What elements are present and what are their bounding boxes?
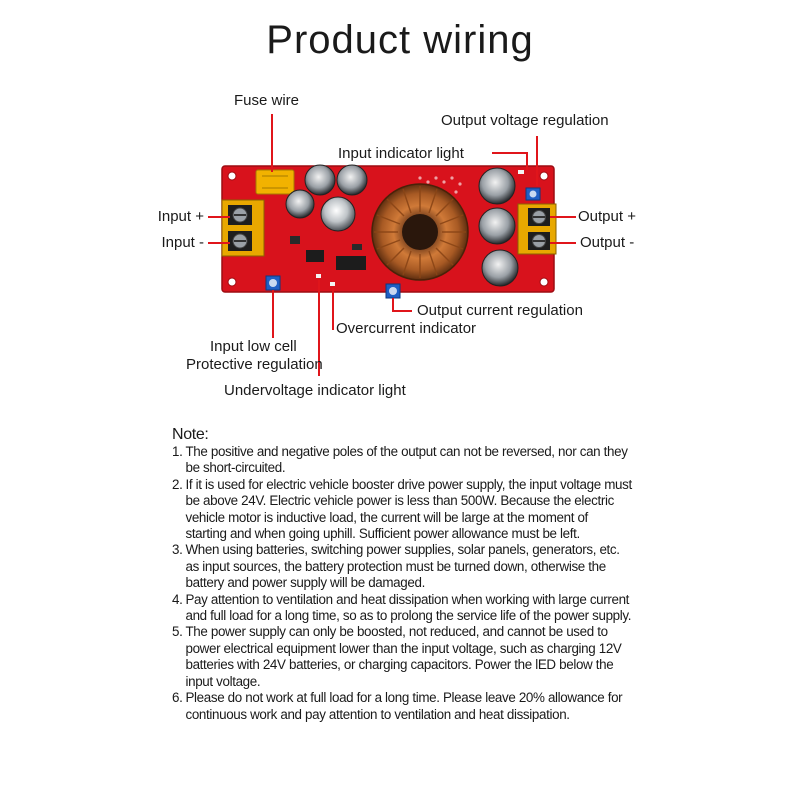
input-indicator-leader-h xyxy=(492,152,528,154)
label-input-low-cell: Input low cell xyxy=(210,338,297,355)
output-current-leader-h xyxy=(392,310,412,312)
overcurrent-leader xyxy=(332,288,334,330)
output-plus-leader xyxy=(550,216,576,218)
note-text: The power supply can only be boosted, not reduced, and cannot be used to power electrical equipment lower than the input voltage, such as charging 12V batteries with 24V batteries, or charging capacitors. Power the lED below the input voltage. xyxy=(185,624,622,689)
note-text: When using batteries, switching power supplies, solar panels, generators, etc. as input sources, the battery protection must be turned down, otherwise the battery and power supply will be damaged. xyxy=(185,542,620,591)
label-protective-regulation: Protective regulation xyxy=(186,356,323,373)
input-terminal xyxy=(222,200,264,256)
label-output-current-regulation: Output current regulation xyxy=(417,302,583,319)
note-item xyxy=(172,444,632,477)
output-minus-leader xyxy=(550,242,576,244)
label-fuse-wire: Fuse wire xyxy=(234,92,300,109)
label-input-minus: Input - xyxy=(161,234,204,251)
note-number: 4. xyxy=(172,591,183,607)
note-text: Please do not work at full load for a long time. Please leave 20% allowance for continuous work and pay attention to ventilation and heat dissipation. xyxy=(185,690,623,722)
label-input-plus: Input + xyxy=(157,208,204,225)
note-text: The positive and negative poles of the output can not be reversed, nor can they be short-circuited. xyxy=(185,444,628,476)
note-text: If it is used for electric vehicle booster drive power supply, the input voltage must be above 24V. Electric vehicle power is less than 500W. Because the electric vehicle motor is inductive load, the current will be large at the moment of starting and when going uphill. Sufficient power allowance must be left. xyxy=(185,476,632,542)
label-undervoltage-indicator-light: Undervoltage indicator light xyxy=(224,382,406,399)
notes-section xyxy=(172,426,632,723)
output-terminal xyxy=(518,204,556,254)
note-number: 2. xyxy=(172,476,183,492)
input-plus-leader xyxy=(208,216,230,218)
label-output-voltage-regulation: Output voltage regulation xyxy=(441,112,609,129)
note-item xyxy=(172,690,632,723)
notes-heading: Note: xyxy=(172,426,209,443)
page-title: Product wiring xyxy=(266,18,534,62)
output-voltage-leader xyxy=(536,136,538,186)
note-number: 6. xyxy=(172,690,183,706)
fuse-wire-leader xyxy=(271,114,273,172)
label-output-plus: Output + xyxy=(578,208,636,225)
input-minus-leader xyxy=(208,242,230,244)
note-item xyxy=(172,592,632,625)
label-output-minus: Output - xyxy=(580,234,635,251)
note-number: 5. xyxy=(172,624,183,640)
fuse xyxy=(256,170,294,194)
note-text: Pay attention to ventilation and heat dissipation when working with large current and full load for a long time, so as to prolong the service life of the power supply. xyxy=(185,591,632,624)
note-item xyxy=(172,542,632,591)
label-input-indicator-light: Input indicator light xyxy=(338,145,464,162)
note-number: 1. xyxy=(172,444,183,459)
note-item xyxy=(172,624,632,690)
label-overcurrent-indicator: Overcurrent indicator xyxy=(336,320,477,337)
input-indicator-leader-v xyxy=(526,152,528,170)
note-item xyxy=(172,477,632,543)
input-low-cell-leader xyxy=(272,290,274,338)
note-number: 3. xyxy=(172,542,183,558)
